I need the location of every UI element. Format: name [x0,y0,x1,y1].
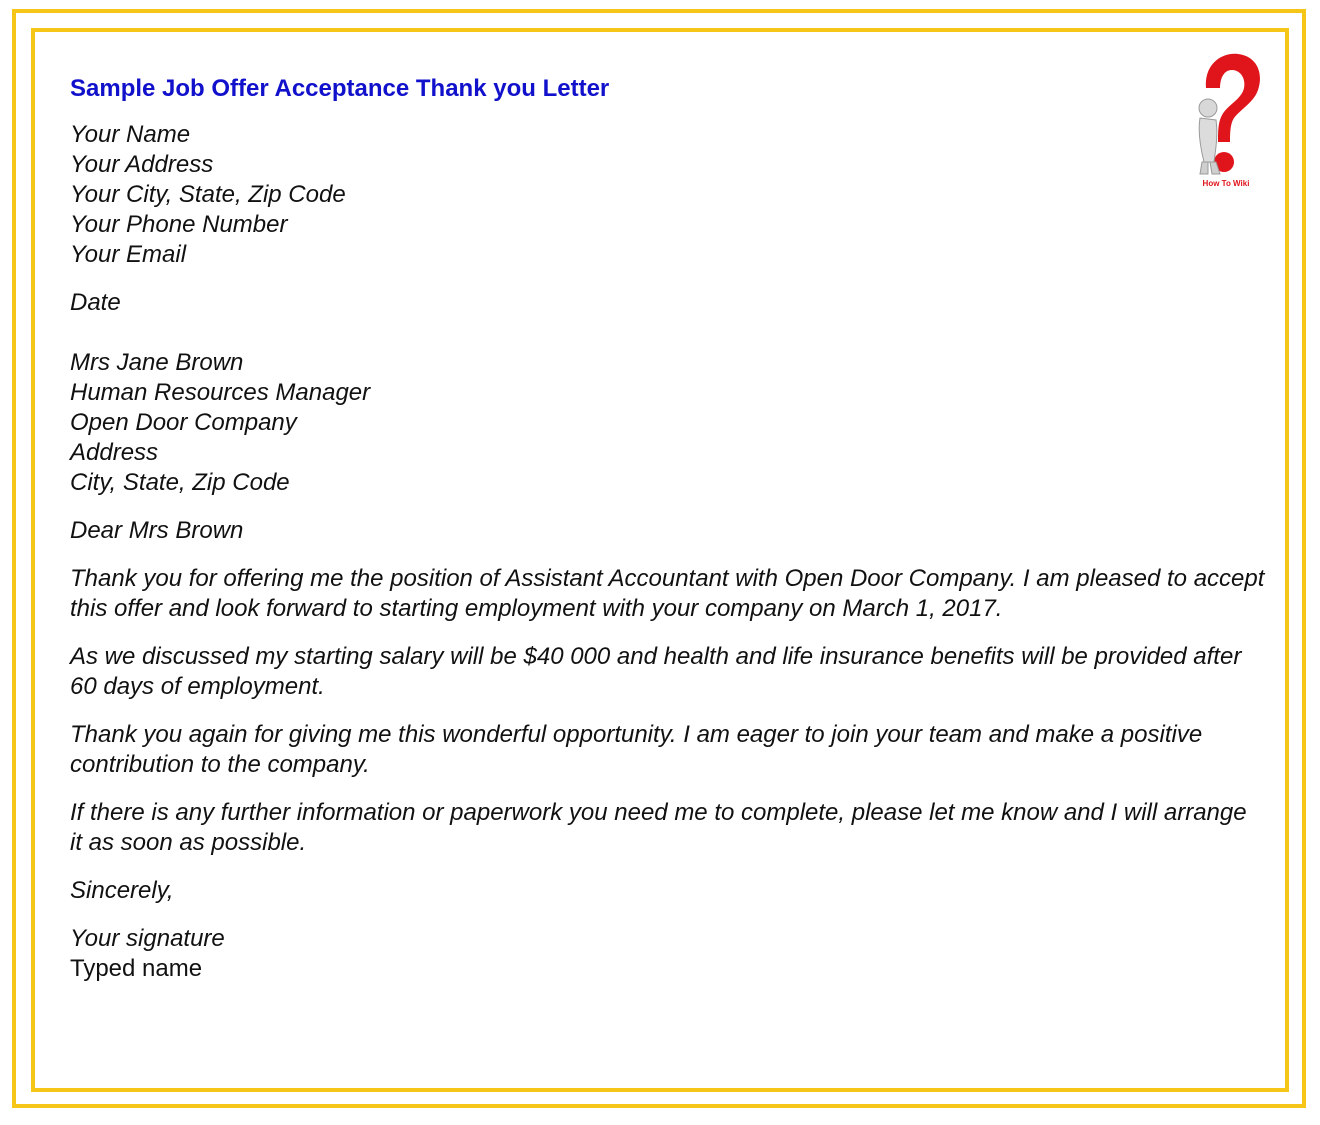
recipient-company: Open Door Company [70,409,297,436]
signature: Your signature [70,925,225,952]
sender-name: Your Name [70,121,191,148]
body-paragraph: As we discussed my starting salary will be $40 000 and health and life insurance benefits will be provided after 60 days of employment. [70,643,1242,700]
sender-city: Your City, State, Zip Code [70,181,346,208]
recipient-address-line: Address [70,439,159,466]
letter [70,72,1265,984]
salutation: Dear Mrs Brown [70,517,244,544]
recipient-city: City, State, Zip Code [70,469,290,496]
signature-block [70,924,1265,984]
recipient-title: Human Resources Manager [70,379,371,406]
body-paragraph: Thank you again for giving me this wonderful opportunity. I am eager to join your team and make a positive contribution to the company. [70,721,1203,778]
recipient-address [70,348,1265,498]
sender-address [70,120,1265,270]
question-mark-figure-icon [1188,50,1264,192]
body-paragraph: Thank you for offering me the position of Assistant Accountant with Open Door Company. I am pleased to accept this offer and look forward to starting employment with your company on March 1, 2017. [70,565,1265,622]
letter-date: Date [70,289,121,316]
sender-phone: Your Phone Number [70,211,288,238]
logo-caption: How To Wiki [1202,179,1250,188]
sender-address-line: Your Address [70,151,214,178]
body-paragraph: If there is any further information or paperwork you need me to complete, please let me know and I will arrange it as soon as possible. [70,799,1247,856]
sender-email: Your Email [70,241,187,268]
letter-title: Sample Job Offer Acceptance Thank you Letter [70,75,610,102]
closing: Sincerely, [70,877,174,904]
typed-name: Typed name [70,955,203,982]
recipient-name: Mrs Jane Brown [70,349,244,376]
